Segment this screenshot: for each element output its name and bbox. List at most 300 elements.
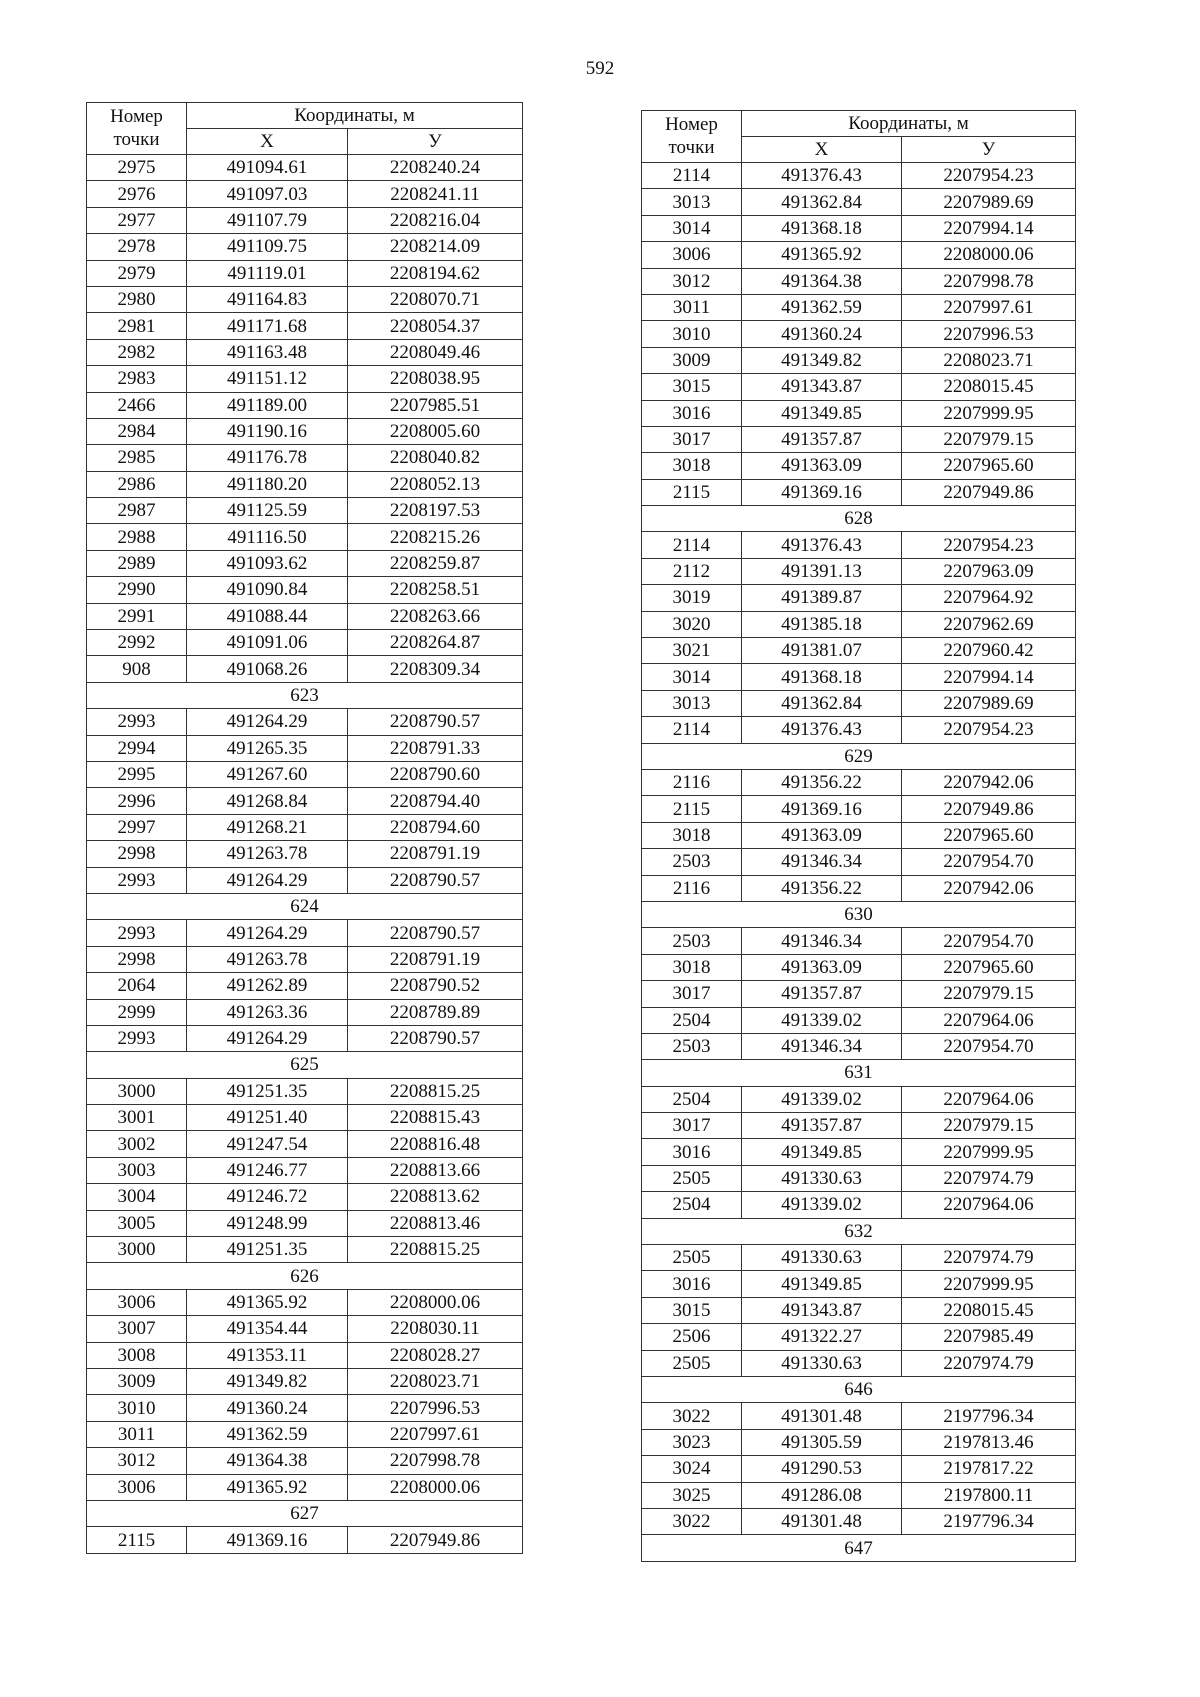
y-coordinate-cell: 2208030.11 bbox=[348, 1316, 523, 1342]
point-number-cell: 3018 bbox=[642, 453, 742, 479]
y-coordinate-cell: 2207974.79 bbox=[902, 1245, 1076, 1271]
x-coordinate-cell: 491248.99 bbox=[187, 1210, 348, 1236]
table-row bbox=[87, 735, 523, 761]
section-row bbox=[642, 1218, 1076, 1244]
x-coordinate-cell: 491349.82 bbox=[187, 1368, 348, 1394]
point-number-cell: 3014 bbox=[642, 215, 742, 241]
table-row bbox=[642, 1139, 1076, 1165]
x-coordinate-cell: 491362.59 bbox=[187, 1421, 348, 1447]
x-header: X bbox=[742, 137, 902, 163]
y-coordinate-cell: 2208813.66 bbox=[348, 1157, 523, 1183]
point-number-cell: 2987 bbox=[87, 498, 187, 524]
y-coordinate-cell: 2207999.95 bbox=[902, 1271, 1076, 1297]
table-row bbox=[87, 1421, 523, 1447]
table-row bbox=[87, 1474, 523, 1500]
x-coordinate-cell: 491339.02 bbox=[742, 1007, 902, 1033]
y-coordinate-cell: 2208791.19 bbox=[348, 946, 523, 972]
table-row bbox=[87, 1131, 523, 1157]
point-number-cell: 2984 bbox=[87, 418, 187, 444]
table-row bbox=[642, 268, 1076, 294]
y-coordinate-cell: 2208790.57 bbox=[348, 709, 523, 735]
y-coordinate-cell: 2207960.42 bbox=[902, 638, 1076, 664]
y-coordinate-cell: 2207974.79 bbox=[902, 1165, 1076, 1191]
x-coordinate-cell: 491376.43 bbox=[742, 532, 902, 558]
point-number-header-line1: Номер bbox=[110, 105, 163, 127]
x-coordinate-cell: 491091.06 bbox=[187, 630, 348, 656]
point-number-cell: 2986 bbox=[87, 471, 187, 497]
y-coordinate-cell: 2208049.46 bbox=[348, 339, 523, 365]
x-coordinate-cell: 491343.87 bbox=[742, 1297, 902, 1323]
y-coordinate-cell: 2207998.78 bbox=[902, 268, 1076, 294]
x-coordinate-cell: 491346.34 bbox=[742, 849, 902, 875]
point-number-cell: 3006 bbox=[87, 1289, 187, 1315]
point-number-cell: 2994 bbox=[87, 735, 187, 761]
x-coordinate-cell: 491262.89 bbox=[187, 973, 348, 999]
table-row bbox=[642, 928, 1076, 954]
x-coordinate-cell: 491286.08 bbox=[742, 1482, 902, 1508]
x-coordinate-cell: 491116.50 bbox=[187, 524, 348, 550]
table-row bbox=[642, 1324, 1076, 1350]
coordinates-table-left-body bbox=[87, 155, 523, 1554]
point-number-cell: 2466 bbox=[87, 392, 187, 418]
x-coordinate-cell: 491385.18 bbox=[742, 611, 902, 637]
table-row bbox=[642, 1007, 1076, 1033]
table-row bbox=[642, 1113, 1076, 1139]
point-number-cell: 2993 bbox=[87, 920, 187, 946]
x-coordinate-cell: 491369.16 bbox=[742, 796, 902, 822]
y-coordinate-cell: 2207996.53 bbox=[902, 321, 1076, 347]
table-row bbox=[87, 524, 523, 550]
table-row bbox=[87, 313, 523, 339]
y-coordinate-cell: 2208309.34 bbox=[348, 656, 523, 682]
section-row bbox=[87, 893, 523, 919]
table-row bbox=[87, 418, 523, 444]
y-coordinate-cell: 2207965.60 bbox=[902, 954, 1076, 980]
table-row bbox=[642, 1508, 1076, 1534]
point-number-cell: 3012 bbox=[642, 268, 742, 294]
y-coordinate-cell: 2208815.25 bbox=[348, 1078, 523, 1104]
point-number-cell: 2977 bbox=[87, 207, 187, 233]
table-row bbox=[642, 1482, 1076, 1508]
y-coordinate-cell: 2208790.57 bbox=[348, 1025, 523, 1051]
x-coordinate-cell: 491265.35 bbox=[187, 735, 348, 761]
x-coordinate-cell: 491094.61 bbox=[187, 155, 348, 181]
table-row bbox=[87, 999, 523, 1025]
point-number-cell: 3021 bbox=[642, 638, 742, 664]
x-coordinate-cell: 491264.29 bbox=[187, 709, 348, 735]
point-number-cell: 3005 bbox=[87, 1210, 187, 1236]
table-row bbox=[87, 709, 523, 735]
x-coordinate-cell: 491151.12 bbox=[187, 366, 348, 392]
x-coordinate-cell: 491180.20 bbox=[187, 471, 348, 497]
point-number-cell: 2115 bbox=[642, 479, 742, 505]
x-coordinate-cell: 491268.84 bbox=[187, 788, 348, 814]
x-coordinate-cell: 491189.00 bbox=[187, 392, 348, 418]
y-coordinate-cell: 2207954.70 bbox=[902, 928, 1076, 954]
point-number-cell: 3003 bbox=[87, 1157, 187, 1183]
y-coordinate-cell: 2208258.51 bbox=[348, 577, 523, 603]
point-number-cell: 2989 bbox=[87, 550, 187, 576]
point-number-cell: 2114 bbox=[642, 532, 742, 558]
table-row bbox=[87, 1342, 523, 1368]
table-row bbox=[87, 841, 523, 867]
x-coordinate-cell: 491346.34 bbox=[742, 1033, 902, 1059]
point-number-cell: 3012 bbox=[87, 1448, 187, 1474]
table-row bbox=[87, 392, 523, 418]
x-coordinate-cell: 491349.82 bbox=[742, 347, 902, 373]
section-number: 630 bbox=[642, 901, 1076, 927]
y-coordinate-cell: 2208794.60 bbox=[348, 814, 523, 840]
y-coordinate-cell: 2207985.49 bbox=[902, 1324, 1076, 1350]
coordinates-table-left bbox=[86, 102, 523, 1554]
table-row bbox=[87, 471, 523, 497]
table-row bbox=[87, 207, 523, 233]
y-coordinate-cell: 2208040.82 bbox=[348, 445, 523, 471]
table-row bbox=[642, 1271, 1076, 1297]
point-number-cell: 2992 bbox=[87, 630, 187, 656]
x-coordinate-cell: 491346.34 bbox=[742, 928, 902, 954]
y-coordinate-cell: 2208813.46 bbox=[348, 1210, 523, 1236]
table-row bbox=[87, 577, 523, 603]
point-number-cell: 3014 bbox=[642, 664, 742, 690]
x-coordinate-cell: 491376.43 bbox=[742, 717, 902, 743]
point-number-cell: 2116 bbox=[642, 875, 742, 901]
table-row bbox=[642, 1033, 1076, 1059]
y-coordinate-cell: 2207949.86 bbox=[348, 1527, 523, 1553]
table-row bbox=[87, 630, 523, 656]
point-number-cell: 3018 bbox=[642, 822, 742, 848]
y-coordinate-cell: 2208197.53 bbox=[348, 498, 523, 524]
y-coordinate-cell: 2208005.60 bbox=[348, 418, 523, 444]
y-coordinate-cell: 2197800.11 bbox=[902, 1482, 1076, 1508]
point-number-cell: 3010 bbox=[642, 321, 742, 347]
y-coordinate-cell: 2207974.79 bbox=[902, 1350, 1076, 1376]
y-coordinate-cell: 2207985.51 bbox=[348, 392, 523, 418]
y-coordinate-cell: 2207949.86 bbox=[902, 479, 1076, 505]
x-coordinate-cell: 491322.27 bbox=[742, 1324, 902, 1350]
point-number-cell: 3002 bbox=[87, 1131, 187, 1157]
point-number-cell: 2503 bbox=[642, 1033, 742, 1059]
x-coordinate-cell: 491264.29 bbox=[187, 867, 348, 893]
x-coordinate-cell: 491164.83 bbox=[187, 286, 348, 312]
y-coordinate-cell: 2208813.62 bbox=[348, 1184, 523, 1210]
point-number-cell: 2975 bbox=[87, 155, 187, 181]
point-number-cell: 3017 bbox=[642, 981, 742, 1007]
table-row bbox=[87, 1210, 523, 1236]
y-coordinate-cell: 2207964.92 bbox=[902, 585, 1076, 611]
table-row bbox=[642, 822, 1076, 848]
table-row bbox=[87, 234, 523, 260]
x-coordinate-cell: 491097.03 bbox=[187, 181, 348, 207]
y-coordinate-cell: 2207954.70 bbox=[902, 849, 1076, 875]
x-coordinate-cell: 491360.24 bbox=[187, 1395, 348, 1421]
point-number-cell: 2990 bbox=[87, 577, 187, 603]
y-coordinate-cell: 2207942.06 bbox=[902, 769, 1076, 795]
table-row bbox=[642, 347, 1076, 373]
y-coordinate-cell: 2208214.09 bbox=[348, 234, 523, 260]
table-row bbox=[642, 532, 1076, 558]
point-number-header-line2: точки bbox=[113, 128, 160, 150]
table-row bbox=[642, 294, 1076, 320]
point-number-cell: 3015 bbox=[642, 374, 742, 400]
x-coordinate-cell: 491247.54 bbox=[187, 1131, 348, 1157]
x-coordinate-cell: 491364.38 bbox=[187, 1448, 348, 1474]
table-row bbox=[642, 426, 1076, 452]
x-coordinate-cell: 491339.02 bbox=[742, 1086, 902, 1112]
x-coordinate-cell: 491349.85 bbox=[742, 400, 902, 426]
table-row bbox=[642, 1245, 1076, 1271]
x-coordinate-cell: 491088.44 bbox=[187, 603, 348, 629]
table-row bbox=[87, 920, 523, 946]
section-row bbox=[87, 682, 523, 708]
x-coordinate-cell: 491389.87 bbox=[742, 585, 902, 611]
point-number-cell: 2504 bbox=[642, 1007, 742, 1033]
table-row bbox=[642, 875, 1076, 901]
table-row bbox=[87, 1316, 523, 1342]
point-number-cell: 2505 bbox=[642, 1350, 742, 1376]
point-number-cell: 3020 bbox=[642, 611, 742, 637]
table-row bbox=[87, 1025, 523, 1051]
table-row bbox=[642, 1403, 1076, 1429]
table-row bbox=[642, 690, 1076, 716]
x-coordinate-cell: 491365.92 bbox=[187, 1289, 348, 1315]
x-coordinate-cell: 491107.79 bbox=[187, 207, 348, 233]
x-coordinate-cell: 491369.16 bbox=[187, 1527, 348, 1553]
point-number-cell: 3018 bbox=[642, 954, 742, 980]
table-row bbox=[642, 849, 1076, 875]
y-coordinate-cell: 2207999.95 bbox=[902, 400, 1076, 426]
point-number-cell: 2504 bbox=[642, 1086, 742, 1112]
table-row bbox=[642, 717, 1076, 743]
table-row bbox=[87, 1448, 523, 1474]
table-row bbox=[87, 1395, 523, 1421]
point-number-cell: 2981 bbox=[87, 313, 187, 339]
section-number: 629 bbox=[642, 743, 1076, 769]
section-number: 626 bbox=[87, 1263, 523, 1289]
x-coordinate-cell: 491354.44 bbox=[187, 1316, 348, 1342]
point-number-cell: 2978 bbox=[87, 234, 187, 260]
y-coordinate-cell: 2207964.06 bbox=[902, 1086, 1076, 1112]
y-coordinate-cell: 2197813.46 bbox=[902, 1429, 1076, 1455]
y-coordinate-cell: 2208023.71 bbox=[902, 347, 1076, 373]
y-coordinate-cell: 2207964.06 bbox=[902, 1007, 1076, 1033]
point-number-cell: 3000 bbox=[87, 1237, 187, 1263]
table-row bbox=[642, 1297, 1076, 1323]
y-coordinate-cell: 2208015.45 bbox=[902, 374, 1076, 400]
x-coordinate-cell: 491362.84 bbox=[742, 189, 902, 215]
x-coordinate-cell: 491263.36 bbox=[187, 999, 348, 1025]
table-row bbox=[87, 1527, 523, 1553]
point-number-cell: 2504 bbox=[642, 1192, 742, 1218]
point-number-cell: 2114 bbox=[642, 717, 742, 743]
y-coordinate-cell: 2207979.15 bbox=[902, 981, 1076, 1007]
table-row bbox=[642, 981, 1076, 1007]
x-header: X bbox=[187, 129, 348, 155]
y-coordinate-cell: 2207989.69 bbox=[902, 690, 1076, 716]
y-coordinate-cell: 2208264.87 bbox=[348, 630, 523, 656]
table-row bbox=[642, 163, 1076, 189]
x-coordinate-cell: 491362.84 bbox=[742, 690, 902, 716]
y-coordinate-cell: 2208216.04 bbox=[348, 207, 523, 233]
section-row bbox=[642, 1376, 1076, 1402]
table-row bbox=[642, 400, 1076, 426]
point-number-cell: 2982 bbox=[87, 339, 187, 365]
y-coordinate-cell: 2207998.78 bbox=[348, 1448, 523, 1474]
x-coordinate-cell: 491176.78 bbox=[187, 445, 348, 471]
y-coordinate-cell: 2207989.69 bbox=[902, 189, 1076, 215]
table-row bbox=[87, 498, 523, 524]
section-number: 624 bbox=[87, 893, 523, 919]
table-row bbox=[87, 1237, 523, 1263]
section-row bbox=[87, 1263, 523, 1289]
point-number-cell: 2983 bbox=[87, 366, 187, 392]
y-coordinate-cell: 2208790.57 bbox=[348, 867, 523, 893]
y-coordinate-cell: 2208790.52 bbox=[348, 973, 523, 999]
x-coordinate-cell: 491357.87 bbox=[742, 981, 902, 1007]
table-row bbox=[642, 1456, 1076, 1482]
table-row bbox=[87, 260, 523, 286]
y-coordinate-cell: 2207954.23 bbox=[902, 163, 1076, 189]
point-number-cell: 908 bbox=[87, 656, 187, 682]
x-coordinate-cell: 491251.40 bbox=[187, 1105, 348, 1131]
section-number: 623 bbox=[87, 682, 523, 708]
x-coordinate-cell: 491163.48 bbox=[187, 339, 348, 365]
table-row bbox=[87, 1105, 523, 1131]
section-row bbox=[642, 1060, 1076, 1086]
x-coordinate-cell: 491376.43 bbox=[742, 163, 902, 189]
table-row bbox=[642, 374, 1076, 400]
x-coordinate-cell: 491363.09 bbox=[742, 954, 902, 980]
point-number-cell: 2976 bbox=[87, 181, 187, 207]
y-coordinate-cell: 2208038.95 bbox=[348, 366, 523, 392]
section-row bbox=[87, 1052, 523, 1078]
point-number-cell: 3015 bbox=[642, 1297, 742, 1323]
x-coordinate-cell: 491305.59 bbox=[742, 1429, 902, 1455]
point-number-cell: 2505 bbox=[642, 1245, 742, 1271]
table-row bbox=[87, 973, 523, 999]
x-coordinate-cell: 491364.38 bbox=[742, 268, 902, 294]
y-coordinate-cell: 2207996.53 bbox=[348, 1395, 523, 1421]
x-coordinate-cell: 491301.48 bbox=[742, 1403, 902, 1429]
y-coordinate-cell: 2208028.27 bbox=[348, 1342, 523, 1368]
y-coordinate-cell: 2207964.06 bbox=[902, 1192, 1076, 1218]
x-coordinate-cell: 491381.07 bbox=[742, 638, 902, 664]
y-coordinate-cell: 2207949.86 bbox=[902, 796, 1076, 822]
point-number-cell: 2998 bbox=[87, 841, 187, 867]
x-coordinate-cell: 491263.78 bbox=[187, 841, 348, 867]
x-coordinate-cell: 491330.63 bbox=[742, 1165, 902, 1191]
y-coordinate-cell: 2208794.40 bbox=[348, 788, 523, 814]
point-number-cell: 3008 bbox=[87, 1342, 187, 1368]
table-row bbox=[642, 1350, 1076, 1376]
y-coordinate-cell: 2207963.09 bbox=[902, 558, 1076, 584]
x-coordinate-cell: 491356.22 bbox=[742, 769, 902, 795]
x-coordinate-cell: 491264.29 bbox=[187, 1025, 348, 1051]
table-row bbox=[642, 189, 1076, 215]
point-number-cell: 2991 bbox=[87, 603, 187, 629]
y-coordinate-cell: 2208815.25 bbox=[348, 1237, 523, 1263]
point-number-header bbox=[642, 111, 742, 163]
y-coordinate-cell: 2208816.48 bbox=[348, 1131, 523, 1157]
point-number-cell: 3022 bbox=[642, 1508, 742, 1534]
table-row bbox=[642, 954, 1076, 980]
point-number-cell: 3000 bbox=[87, 1078, 187, 1104]
y-coordinate-cell: 2207979.15 bbox=[902, 426, 1076, 452]
section-number: 632 bbox=[642, 1218, 1076, 1244]
y-coordinate-cell: 2207962.69 bbox=[902, 611, 1076, 637]
point-number-cell: 2993 bbox=[87, 709, 187, 735]
x-coordinate-cell: 491330.63 bbox=[742, 1245, 902, 1271]
table-row bbox=[642, 321, 1076, 347]
table-row bbox=[87, 1078, 523, 1104]
x-coordinate-cell: 491330.63 bbox=[742, 1350, 902, 1376]
x-coordinate-cell: 491125.59 bbox=[187, 498, 348, 524]
point-number-cell: 2995 bbox=[87, 761, 187, 787]
x-coordinate-cell: 491090.84 bbox=[187, 577, 348, 603]
x-coordinate-cell: 491268.21 bbox=[187, 814, 348, 840]
section-row bbox=[87, 1500, 523, 1526]
x-coordinate-cell: 491357.87 bbox=[742, 426, 902, 452]
point-number-header bbox=[87, 103, 187, 155]
y-coordinate-cell: 2207999.95 bbox=[902, 1139, 1076, 1165]
point-number-cell: 2506 bbox=[642, 1324, 742, 1350]
table-row bbox=[87, 867, 523, 893]
x-coordinate-cell: 491190.16 bbox=[187, 418, 348, 444]
y-coordinate-cell: 2208240.24 bbox=[348, 155, 523, 181]
table-row bbox=[87, 155, 523, 181]
y-header: У bbox=[348, 129, 523, 155]
table-row bbox=[87, 761, 523, 787]
y-coordinate-cell: 2208790.57 bbox=[348, 920, 523, 946]
point-number-header-line2: точки bbox=[668, 136, 715, 158]
table-row bbox=[642, 242, 1076, 268]
y-coordinate-cell: 2207997.61 bbox=[348, 1421, 523, 1447]
point-number-cell: 2112 bbox=[642, 558, 742, 584]
table-row bbox=[87, 656, 523, 682]
x-coordinate-cell: 491365.92 bbox=[742, 242, 902, 268]
table-row bbox=[642, 796, 1076, 822]
point-number-cell: 2503 bbox=[642, 928, 742, 954]
point-number-cell: 3023 bbox=[642, 1429, 742, 1455]
x-coordinate-cell: 491356.22 bbox=[742, 875, 902, 901]
point-number-cell: 3009 bbox=[87, 1368, 187, 1394]
point-number-cell: 3001 bbox=[87, 1105, 187, 1131]
table-row bbox=[642, 558, 1076, 584]
section-number: 628 bbox=[642, 506, 1076, 532]
y-coordinate-cell: 2208789.89 bbox=[348, 999, 523, 1025]
x-coordinate-cell: 491267.60 bbox=[187, 761, 348, 787]
y-coordinate-cell: 2207954.23 bbox=[902, 717, 1076, 743]
point-number-cell: 2505 bbox=[642, 1165, 742, 1191]
x-coordinate-cell: 491368.18 bbox=[742, 664, 902, 690]
x-coordinate-cell: 491264.29 bbox=[187, 920, 348, 946]
point-number-cell: 2064 bbox=[87, 973, 187, 999]
point-number-cell: 2503 bbox=[642, 849, 742, 875]
table-row bbox=[87, 603, 523, 629]
y-coordinate-cell: 2208259.87 bbox=[348, 550, 523, 576]
table-row bbox=[642, 1192, 1076, 1218]
y-coordinate-cell: 2207965.60 bbox=[902, 453, 1076, 479]
table-row bbox=[642, 1086, 1076, 1112]
coordinates-header: Координаты, м bbox=[187, 103, 523, 129]
y-coordinate-cell: 2208791.33 bbox=[348, 735, 523, 761]
x-coordinate-cell: 491365.92 bbox=[187, 1474, 348, 1500]
x-coordinate-cell: 491290.53 bbox=[742, 1456, 902, 1482]
point-number-cell: 3025 bbox=[642, 1482, 742, 1508]
point-number-cell: 2988 bbox=[87, 524, 187, 550]
point-number-cell: 2996 bbox=[87, 788, 187, 814]
x-coordinate-cell: 491363.09 bbox=[742, 453, 902, 479]
